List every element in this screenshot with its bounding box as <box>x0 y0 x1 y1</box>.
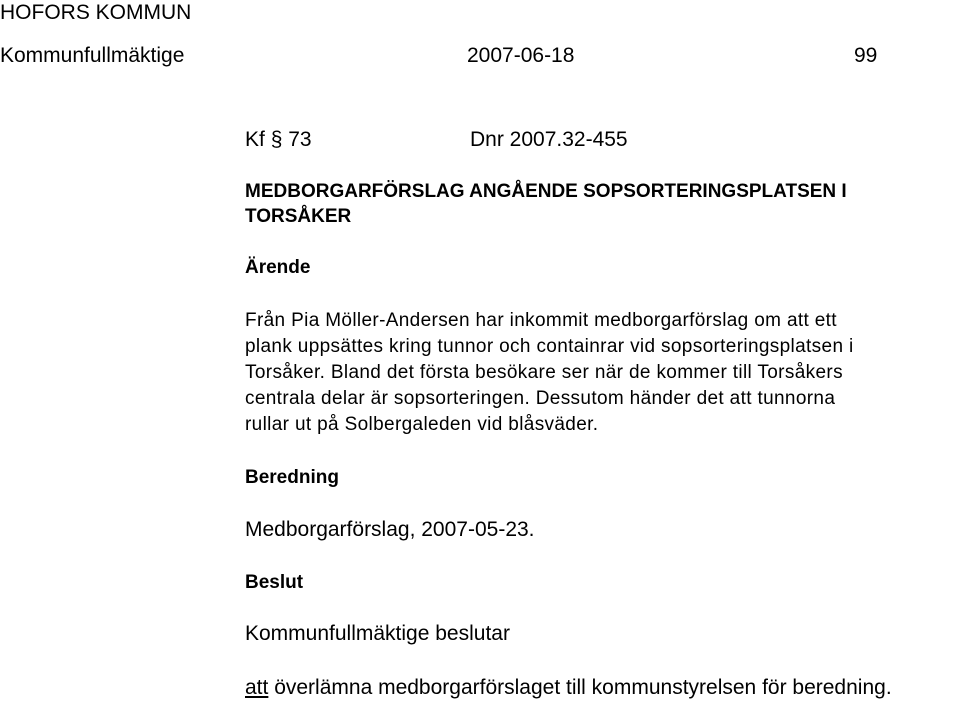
beredning-text: Medborgarförslag, 2007-05-23. <box>245 518 535 541</box>
arende-line-3: Torsåker. Bland det första besökare ser när de kommer till Torsåkers <box>245 362 843 383</box>
arende-line-2: plank uppsättes kring tunnor och containrar vid sopsorteringsplatsen i <box>245 336 854 357</box>
document-title-line-1: MEDBORGARFÖRSLAG ANGÅENDE SOPSORTERINGSPLATSEN I <box>245 181 847 202</box>
beredning-heading: Beredning <box>245 467 339 488</box>
kf-prefix: Kf <box>245 128 271 151</box>
beslut-heading: Beslut <box>245 572 304 593</box>
paragraph-reference <box>245 128 312 152</box>
meeting-body: Kommunfullmäktige <box>0 44 185 67</box>
meeting-date: 2007-06-18 <box>467 44 575 67</box>
document-title-line-2: TORSÅKER <box>245 206 352 227</box>
decision-att: att <box>245 676 269 699</box>
section-symbol: § <box>270 128 283 151</box>
page-number: 99 <box>854 44 878 67</box>
arende-line-5: rullar ut på Solbergaleden vid blåsväder. <box>245 414 599 435</box>
arende-line-1: Från Pia Möller-Andersen har inkommit medborgarförslag om att ett <box>245 310 837 331</box>
arende-line-4: centrala delar är sopsorteringen. Dessutom händer det att tunnorna <box>245 388 836 409</box>
kf-number: 73 <box>282 128 312 151</box>
arende-heading: Ärende <box>245 257 311 278</box>
decision-text: överlämna medborgarförslaget till kommunstyrelsen för beredning. <box>268 676 892 699</box>
diary-number: Dnr 2007.32-455 <box>470 128 628 151</box>
beslut-decision <box>245 676 892 700</box>
municipality-name: HOFORS KOMMUN <box>0 1 192 24</box>
beslut-intro: Kommunfullmäktige beslutar <box>245 622 510 645</box>
